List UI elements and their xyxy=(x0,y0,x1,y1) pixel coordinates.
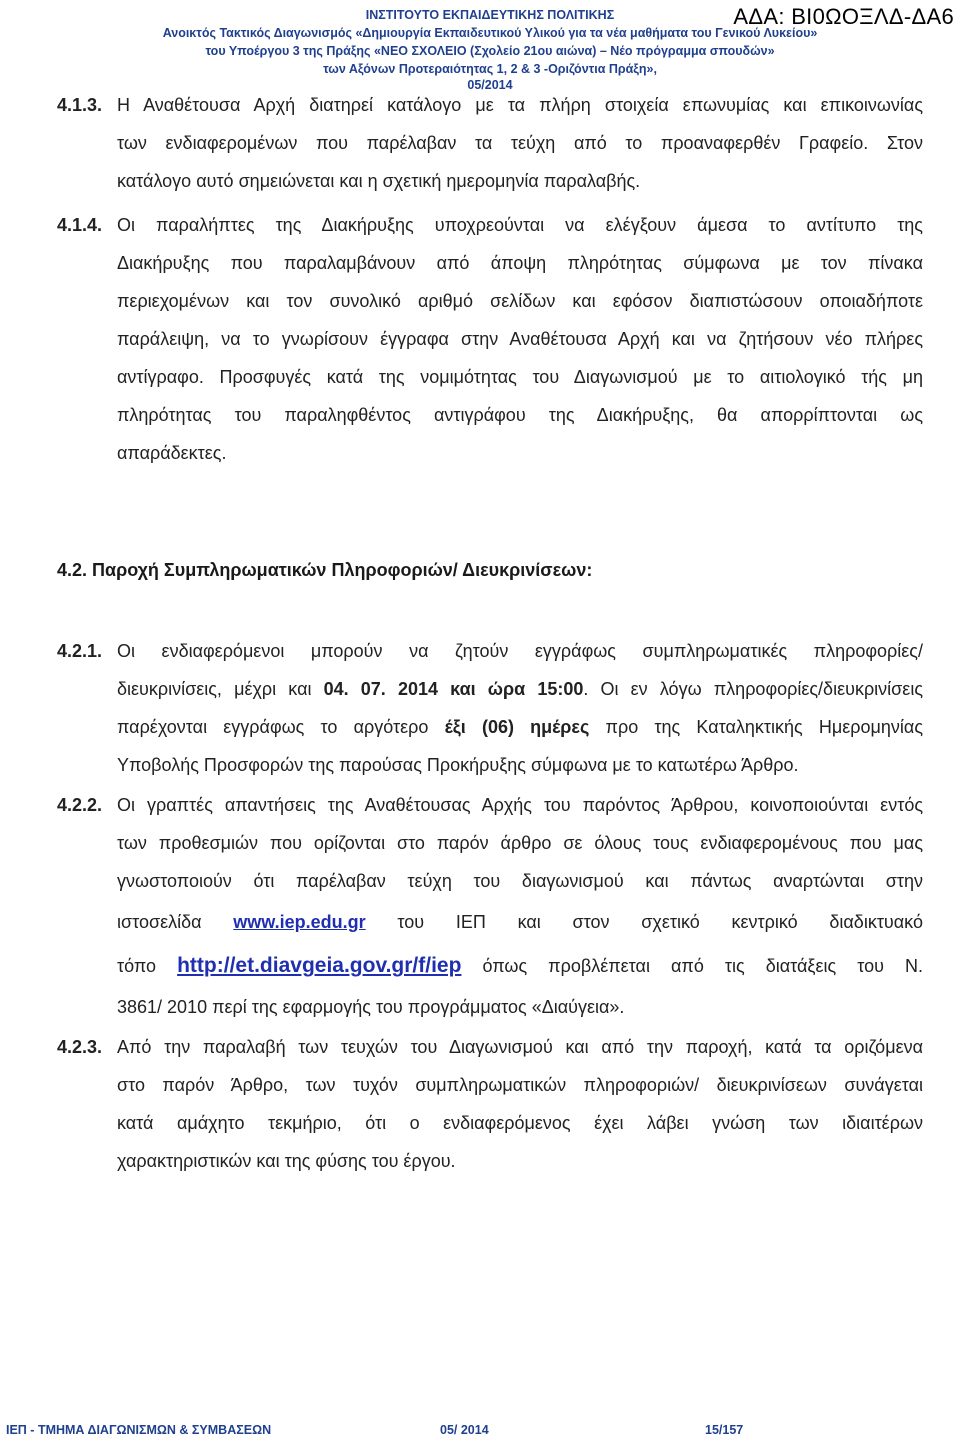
section-heading-4-2: 4.2. Παροχή Συμπληρωματικών Πληροφοριών/ Διευκρινίσεων: xyxy=(57,560,593,580)
paragraph-text: Οι παραλήπτες της Διακήρυξης υποχρεούνται να ελέγξουν άμεσα το αντίτυπο της xyxy=(117,215,923,235)
header-subproject: του Υποέργου 3 της Πράξης «ΝΕΟ ΣΧΟΛΕΙΟ (Σχολείο 21ου αιώνα) – Νέο πρόγραμμα σπουδών» xyxy=(205,44,775,58)
paragraph-text: ιστοσελίδα xyxy=(117,912,202,932)
paragraph-4-1-3 xyxy=(57,86,923,200)
page-header xyxy=(0,0,960,92)
paragraph-text: κατάλογο αυτό σημειώνεται και η σχετική ημερομηνία παραλαβής. xyxy=(117,171,641,191)
paragraph-text: και xyxy=(517,912,541,932)
paragraph-text: διευκρινίσεις, μέχρι και xyxy=(117,679,324,699)
paragraph-text: στο παρόν Άρθρο, των τυχόν συμπληρωματικών πληροφοριών/ διευκρινίσεων συνάγεται xyxy=(117,1075,923,1095)
paragraph-text: γνωστοποιούν ότι παρέλαβαν τεύχη του διαγωνισμού και πάντως αναρτώνται στην xyxy=(117,871,923,891)
paragraph-number: 4.2.2. xyxy=(57,795,103,815)
header-date: 05/2014 xyxy=(467,78,513,92)
header-axes: των Αξόνων Προτεραιότητας 1, 2 & 3 -Οριζόντια Πράξη», xyxy=(323,62,657,76)
ada-code: ΑΔΑ: ΒΙ0ΩΟΞΛΔ-ΔΑ6 xyxy=(733,4,954,29)
paragraph-text: παρέχονται εγγράφως το αργότερο xyxy=(117,717,445,737)
paragraph-text: χαρακτηριστικών και της φύσης του έργου. xyxy=(117,1151,456,1171)
paragraph-text: . Οι εν λόγω πληροφορίες/διευκρινίσεις xyxy=(583,679,923,699)
header-institute: ΙΝΣΤΙΤΟΥΤΟ ΕΚΠΑΙΔΕΥΤΙΚΗΣ ΠΟΛΙΤΙΚΗΣ xyxy=(365,8,615,22)
paragraph-text: τόπο xyxy=(117,956,157,976)
paragraph-text: Υποβολής Προσφορών της παρούσας Προκήρυξης σύμφωνα με το κατωτέρω Άρθρο. xyxy=(117,755,799,775)
iep-website-link[interactable]: www.iep.edu.gr xyxy=(233,912,366,932)
paragraph-number: 4.2.3. xyxy=(57,1037,103,1057)
paragraph-text: Διακήρυξης που παραλαμβάνουν από άποψη πληρότητας σύμφωνα με τον πίνακα xyxy=(117,253,923,273)
paragraph-number: 4.2.1. xyxy=(57,641,103,661)
paragraph-text: κατά αμάχητο τεκμήριο, ότι ο ενδιαφερόμενος έχει λάβει γνώση των ιδιαιτέρων xyxy=(117,1113,923,1133)
paragraph-text: Οι ενδιαφερόμενοι μπορούν να ζητούν εγγράφως συμπληρωματικές πληροφορίες/ xyxy=(117,641,923,661)
paragraph-text: όπως προβλέπεται από τις διατάξεις του Ν. xyxy=(482,956,923,976)
paragraph-text: των ενδιαφερομένων που παρέλαβαν τα τεύχη από το προαναφερθέν Γραφείο. Στον xyxy=(117,133,923,153)
diavgeia-link[interactable]: http://et.diavgeia.gov.gr/f/iep xyxy=(177,954,462,977)
paragraph-text: των προθεσμιών που ορίζονται στο παρόν άρθρο σε όλους τους ενδιαφερομένους που μας xyxy=(117,833,923,853)
paragraph-4-2-1 xyxy=(57,632,923,784)
paragraph-4-2-2 xyxy=(57,786,923,1026)
footer-department: ΙΕΠ - ΤΜΗΜΑ ΔΙΑΓΩΝΙΣΜΩΝ & ΣΥΜΒΑΣΕΩΝ xyxy=(6,1423,272,1437)
paragraph-text: απαράδεκτες. xyxy=(117,443,227,463)
paragraph-4-1-4 xyxy=(57,206,923,472)
page-footer xyxy=(0,1420,960,1440)
paragraph-text: Η Αναθέτουσα Αρχή διατηρεί κατάλογο με τα πλήρη στοιχεία επωνυμίας και επικοινωνίας xyxy=(117,95,923,115)
paragraph-text: αντίγραφο. Προσφυγές κατά της νομιμότητας του Διαγωνισμού με το αιτιολογικό τής μη xyxy=(117,367,923,387)
paragraph-text: πληρότητας του παραληφθέντος αντιγράφου της Διακήρυξης, θα απορρίπτονται ως xyxy=(117,405,923,425)
paragraph-text: προ της Καταληκτικής Ημερομηνίας xyxy=(589,717,923,737)
paragraph-text: περιεχομένων και τον συνολικό αριθμό σελίδων και εφόσον διαπιστώσουν οποιαδήποτε xyxy=(117,291,923,311)
paragraph-text: 3861/ 2010 περί της εφαρμογής του προγράμματος «Διαύγεια». xyxy=(117,997,625,1017)
deadline-date: 04. 07. 2014 και ώρα 15:00 xyxy=(323,679,584,699)
paragraph-text: Οι γραπτές απαντήσεις της Αναθέτουσας Αρχής του παρόντος Άρθρου, κοινοποιούνται εντός xyxy=(117,795,923,815)
paragraph-4-2-3 xyxy=(57,1028,923,1180)
paragraph-text: στον σχετικό κεντρικό διαδικτυακό xyxy=(572,912,923,932)
header-tender-title: Ανοικτός Τακτικός Διαγωνισμός «Δημιουργία Εκπαιδευτικού Υλικού για τα νέα μαθήματα του Γενικού Λυκείου» xyxy=(162,26,818,40)
paragraph-number: 4.1.3. xyxy=(57,95,103,115)
paragraph-number: 4.1.4. xyxy=(57,215,103,235)
paragraph-text: παράλειψη, να το γνωρίσουν έγγραφα στην Αναθέτουσα Αρχή και να ζητήσουν νέο πλήρες xyxy=(117,329,923,349)
paragraph-text: Από την παραλαβή των τευχών του Διαγωνισμού και από την παροχή, κατά τα οριζόμενα xyxy=(117,1037,923,1057)
footer-page-number: 15/157 xyxy=(705,1423,744,1437)
footer-date: 05/ 2014 xyxy=(440,1423,489,1437)
paragraph-text: του ΙΕΠ xyxy=(397,912,486,932)
deadline-days: έξι (06) ημέρες xyxy=(444,717,590,737)
